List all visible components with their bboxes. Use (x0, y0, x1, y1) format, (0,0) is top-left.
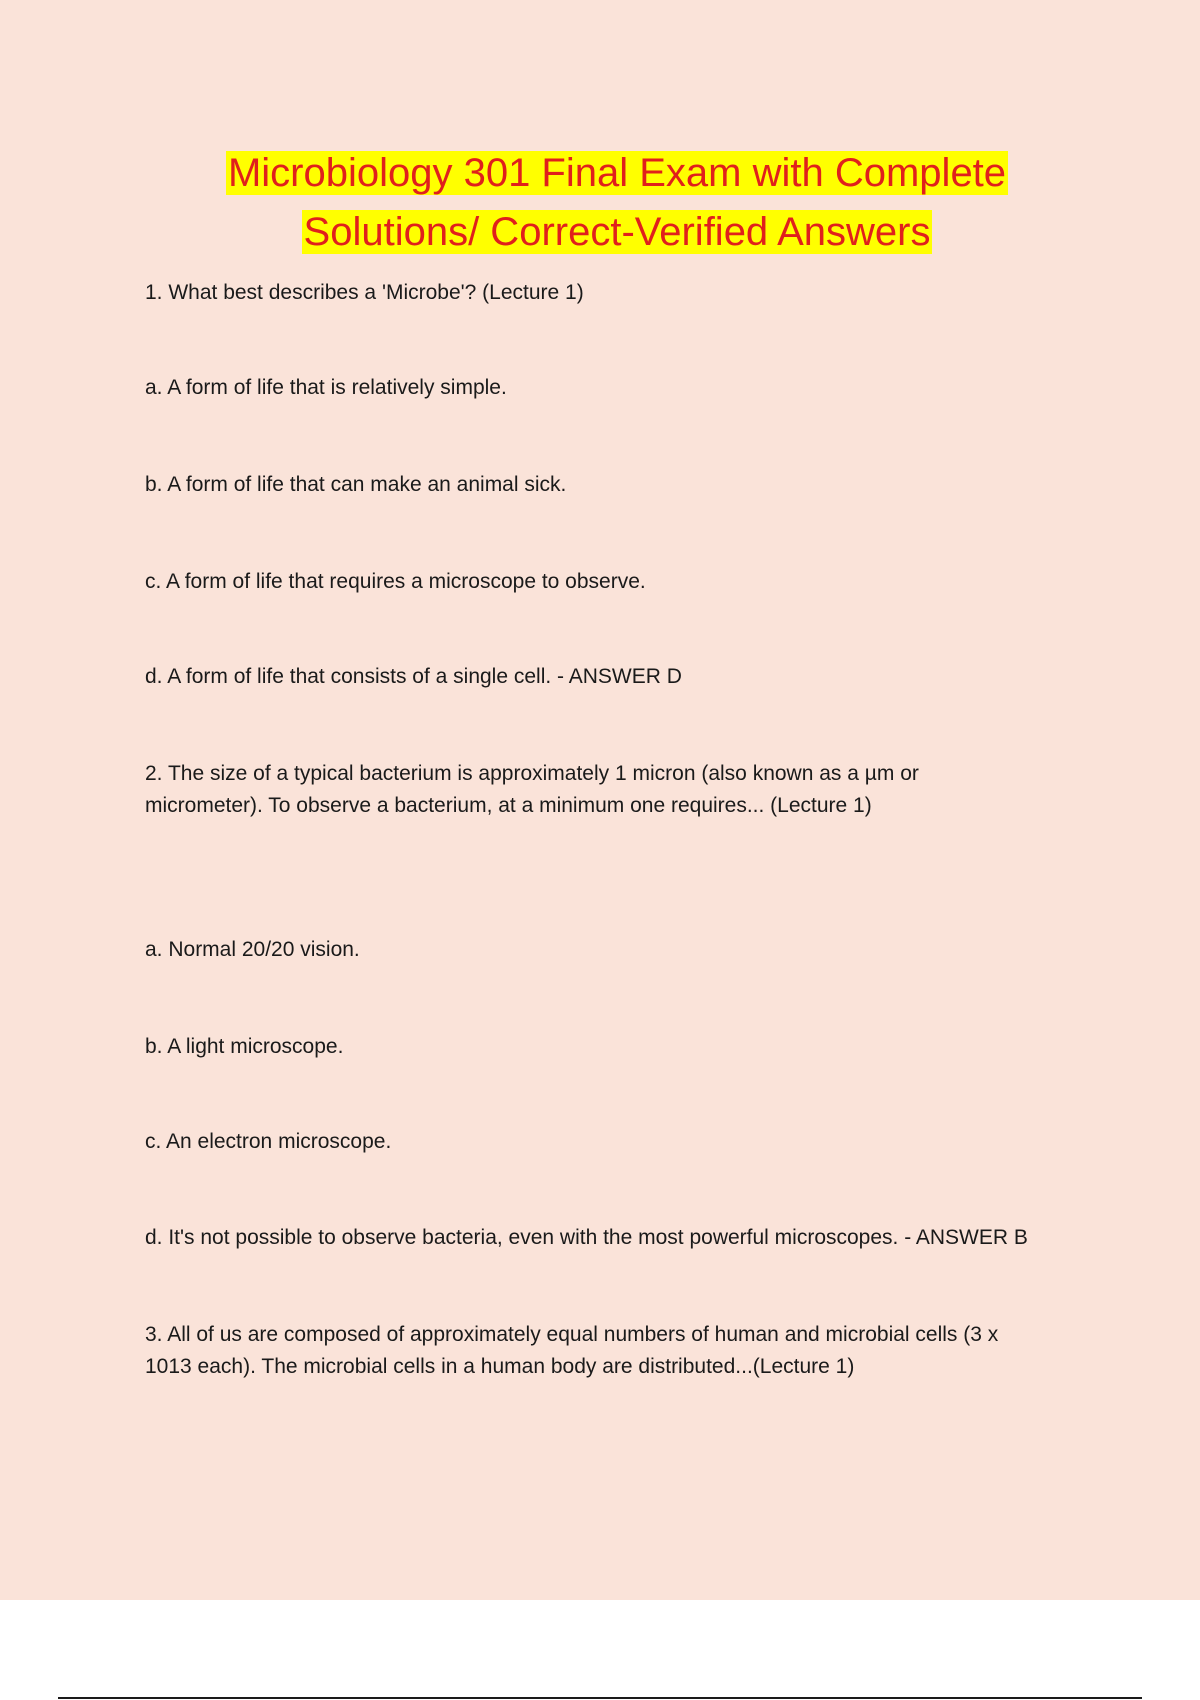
footer-divider (58, 1697, 1142, 1699)
document-title (0, 144, 1200, 262)
question-3-text-line-2: 1013 each). The microbial cells in a human body are distributed...(Lecture 1) (145, 1355, 855, 1378)
question-3-text-line-1: 3. All of us are composed of approximately equal numbers of human and microbial cells (3 x (145, 1323, 999, 1346)
question-2-text-line-2: micrometer). To observe a bacterium, at a minimum one requires... (Lecture 1) (145, 794, 872, 817)
question-2-option-b: b. A light microscope. (145, 1035, 344, 1058)
question-1-option-b: b. A form of life that can make an animal sick. (145, 473, 567, 496)
title-line-1: Microbiology 301 Final Exam with Complete (227, 151, 1007, 195)
question-2-option-d: d. It's not possible to observe bacteria, even with the most powerful microscopes. - ANSWER B (145, 1226, 1028, 1249)
title-line-2: Solutions/ Correct-Verified Answers (303, 210, 931, 254)
question-2-option-c: c. An electron microscope. (145, 1130, 392, 1153)
question-1-option-c: c. A form of life that requires a microscope to observe. (145, 570, 646, 593)
question-2-text-line-1: 2. The size of a typical bacterium is approximately 1 micron (also known as a µm or (145, 762, 919, 785)
question-1-text: 1. What best describes a 'Microbe'? (Lecture 1) (145, 281, 584, 304)
question-2-option-a: a. Normal 20/20 vision. (145, 938, 360, 961)
question-1-option-d: d. A form of life that consists of a single cell. - ANSWER D (145, 665, 682, 688)
question-1-option-a: a. A form of life that is relatively simple. (145, 376, 507, 399)
